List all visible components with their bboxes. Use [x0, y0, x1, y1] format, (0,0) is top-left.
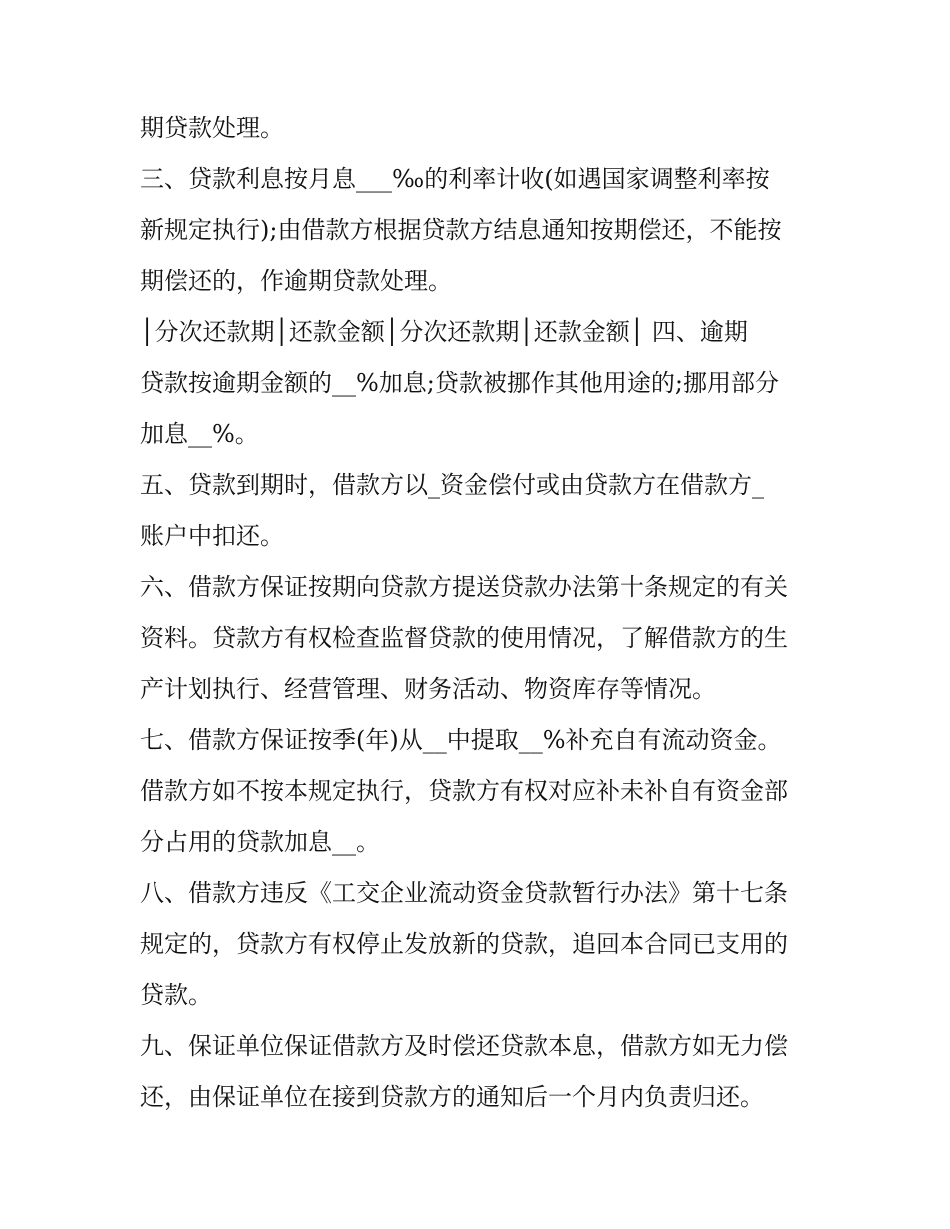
text-line: 加息__%。 [140, 420, 259, 448]
text-line: 规定的，贷款方有权停止发放新的贷款，追回本合同已支用的 [140, 930, 788, 958]
text-line: 六、借款方保证按期向贷款方提送贷款办法第十条规定的有关 [140, 573, 788, 601]
text-line: 贷款按逾期金额的__%加息;贷款被挪作其他用途的;挪用部分 [140, 369, 779, 397]
text-line: 借款方如不按本规定执行，贷款方有权对应补未补自有资金部 [140, 777, 788, 805]
text-line: 五、贷款到期时，借款方以_资金偿付或由贷款方在借款方_ [140, 471, 764, 499]
text-line: 还，由保证单位在接到贷款方的通知后一个月内负责归还。 [140, 1083, 764, 1111]
text-line: 期偿还的，作逾期贷款处理。 [140, 267, 452, 295]
text-line: │分次还款期│还款金额│分次还款期│还款金额│ 四、逾期 [140, 318, 748, 346]
text-line: 分占用的贷款加息__。 [140, 828, 380, 856]
text-line: 产计划执行、经营管理、财务活动、物资库存等情况。 [140, 675, 716, 703]
text-line: 九、保证单位保证借款方及时偿还贷款本息，借款方如无力偿 [140, 1032, 788, 1060]
text-line: 期贷款处理。 [140, 114, 284, 142]
text-line: 贷款。 [140, 981, 212, 1009]
text-line: 新规定执行);由借款方根据贷款方结息通知按期偿还，不能按 [140, 216, 782, 244]
text-line: 三、贷款利息按月息___‰的利率计收(如遇国家调整利率按 [140, 165, 770, 193]
text-line: 资料。贷款方有权检查监督贷款的使用情况，了解借款方的生 [140, 624, 788, 652]
text-line: 八、借款方违反《工交企业流动资金贷款暂行办法》第十七条 [140, 879, 788, 907]
text-line: 七、借款方保证按季(年)从__中提取__%补充自有流动资金。 [140, 726, 782, 754]
text-line: 账户中扣还。 [140, 522, 284, 550]
document-body [140, 103, 820, 1123]
